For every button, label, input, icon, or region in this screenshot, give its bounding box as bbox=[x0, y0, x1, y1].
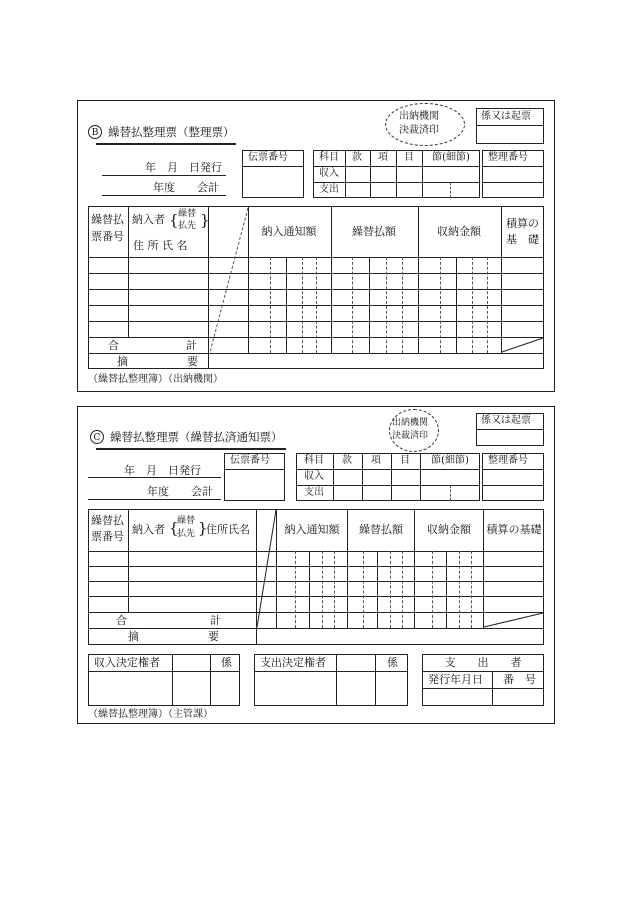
form-c-payer-brace-r: } bbox=[198, 519, 208, 537]
form-b-col-basis-1: 積算の bbox=[506, 217, 539, 230]
form-b-kou: 項 bbox=[378, 152, 388, 163]
form-c-expense-auth-label: 支出決定権者 bbox=[260, 656, 326, 669]
form-b-summary-1: 摘 bbox=[117, 355, 128, 368]
form-b-ref-label: 整理番号 bbox=[488, 152, 528, 163]
form-b-kan: 款 bbox=[352, 152, 362, 163]
form-c-total-1: 合 bbox=[116, 614, 127, 627]
form-c-stamp-line2: 決裁済印 bbox=[392, 431, 429, 441]
form-b-income: 収入 bbox=[319, 168, 339, 179]
form-c-ref-label: 整理番号 bbox=[488, 455, 528, 466]
form-c-stamp-line1: 出納機関 bbox=[392, 418, 429, 428]
form-c-fiscal: 年度 会計 bbox=[147, 485, 213, 498]
form-b-col-addr: 住 所 氏 名 bbox=[133, 239, 188, 252]
form-c-kamoku: 科目 bbox=[304, 455, 324, 466]
form-c-col-notice: 納入通知額 bbox=[284, 523, 340, 536]
form-c-payer-v bbox=[492, 671, 493, 706]
form-c-col-paid: 繰替払額 bbox=[359, 523, 403, 536]
form-c-income-auth-v2 bbox=[210, 654, 211, 706]
form-c-issue-ymd: 発行年月日 bbox=[428, 673, 483, 686]
form-c-expense-auth-h bbox=[254, 671, 408, 672]
form-b-setsu: 節(細節) bbox=[432, 152, 470, 163]
form-c-summary-2: 要 bbox=[208, 630, 219, 643]
form-c-kou: 項 bbox=[371, 455, 381, 466]
form-b-col-paid: 繰替払額 bbox=[352, 225, 396, 238]
form-c-moku: 目 bbox=[400, 455, 410, 466]
form-c-number: 番 号 bbox=[503, 673, 536, 686]
form-c-badge: C bbox=[90, 430, 104, 444]
form-c-summary-1: 摘 bbox=[128, 630, 139, 643]
form-b-col-payer-t1: 繰替 bbox=[178, 209, 197, 219]
form-c-footer: （繰替払整理簿）（主管課） bbox=[88, 709, 213, 720]
form-b-col-payer-t2: 払先 bbox=[178, 221, 197, 231]
form-b-col-slip-2: 票番号 bbox=[91, 230, 124, 243]
form-c-expense-clerk-label: 係 bbox=[387, 656, 398, 669]
form-b-clerk-label: 係又は起票 bbox=[481, 111, 531, 122]
form-c-income: 収入 bbox=[304, 471, 324, 482]
form-c-col-payer-t2: 払先 bbox=[177, 529, 196, 539]
form-c-expense-auth-v2 bbox=[375, 654, 376, 706]
form-b-voucher-label: 伝票番号 bbox=[248, 152, 288, 163]
form-c-income-auth-h bbox=[88, 671, 240, 672]
form-b-expense: 支出 bbox=[319, 184, 339, 195]
form-b-fiscal: 年度 会計 bbox=[153, 181, 219, 194]
form-b-col-slip-1: 繰替払 bbox=[91, 213, 124, 226]
form-c-kan: 款 bbox=[342, 455, 352, 466]
form-c-income-clerk-label: 係 bbox=[221, 656, 232, 669]
form-c-total-2: 計 bbox=[210, 614, 221, 627]
form-c-voucher-label: 伝票番号 bbox=[230, 455, 270, 466]
form-b-kamoku: 科目 bbox=[319, 152, 339, 163]
form-b-col-basis-2: 基 礎 bbox=[506, 233, 539, 246]
form-b-issue-date: 年 月 日発行 bbox=[145, 161, 222, 174]
form-c-payer-brace-l: { bbox=[169, 519, 179, 537]
form-c-col-slip-1: 繰替払 bbox=[91, 514, 124, 527]
form-c-expense-auth-v1 bbox=[336, 654, 337, 706]
form-b-badge: B bbox=[88, 125, 102, 139]
form-c-col-payer: 納入者 bbox=[132, 523, 165, 536]
form-c-expense: 支出 bbox=[304, 487, 324, 498]
form-c-payer-head: 支 出 者 bbox=[444, 656, 522, 669]
form-c-clerk-label: 係又は起票 bbox=[481, 415, 531, 426]
form-b-moku: 目 bbox=[404, 152, 414, 163]
form-b-col-received: 収納金額 bbox=[437, 225, 481, 238]
form-c-income-auth-label: 収入決定権者 bbox=[94, 656, 160, 669]
form-b-stamp-line1: 出納機関 bbox=[399, 111, 439, 122]
form-c-col-payer-t1: 繰替 bbox=[177, 516, 196, 526]
form-c-setsu: 節(細節) bbox=[431, 455, 469, 466]
form-b-stamp-line2: 決裁済印 bbox=[399, 125, 439, 136]
form-c-payer-h1 bbox=[422, 671, 544, 672]
form-c-income-auth-v1 bbox=[172, 654, 173, 706]
form-b-summary-2: 要 bbox=[187, 355, 198, 368]
form-c-col-addr: 住所氏名 bbox=[206, 523, 250, 536]
form-b-total-2: 計 bbox=[186, 339, 197, 352]
form-b-total-1: 合 bbox=[108, 339, 119, 352]
form-b-payer-brace-l: { bbox=[169, 211, 179, 229]
form-b-col-payer: 納入者 bbox=[132, 213, 165, 226]
form-c-col-received: 収納金額 bbox=[427, 523, 471, 536]
form-c-issue-date: 年 月 日発行 bbox=[124, 464, 201, 477]
form-b-title: 繰替払整理票（整理票） bbox=[108, 125, 235, 139]
form-b-payer-brace-r: } bbox=[200, 211, 210, 229]
form-c-title: 繰替払整理票（繰替払済通知票） bbox=[110, 430, 283, 444]
form-b-footer: （繰替払整理簿）（出納機関） bbox=[88, 374, 223, 385]
form-c-payer-h2 bbox=[422, 688, 544, 689]
form-b-col-notice: 納入通知額 bbox=[261, 225, 317, 238]
form-c-col-slip-2: 票番号 bbox=[91, 530, 124, 543]
form-c-col-basis: 積算の基礎 bbox=[486, 523, 542, 536]
